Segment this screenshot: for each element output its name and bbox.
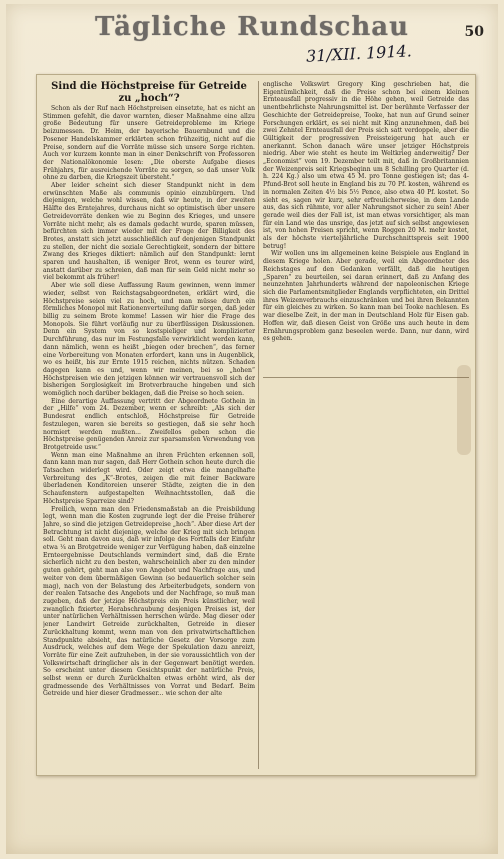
- newspaper-clipping: [36, 74, 476, 776]
- scrapbook-page: [6, 4, 498, 854]
- article-headline: Sind die Höchstpreise für Getreide zu „hoch“?: [51, 81, 247, 104]
- article-column-right: [263, 81, 469, 373]
- article-paragraph: Aber leider scheint sich dieser Standpunkt nicht in dem erwünschten Maße als communis opinio einzubürgern. Und diejenigen, welche wohl wissen, daß wir heute, in der zweiten Hälfte des Erntejahres, durchaus nicht so optimistisch über unsere Getreidevorräte denken wie zu Beginn des Krieges, und unsere Vorräte nicht mehr, als es damals gedacht wurde, sparen müssen, befürchten sich immer wieder mit der Frage der Billigkeit des Brotes, anstatt sich jetzt ausschließlich auf denjenigen Standpunkt zu stellen, der nicht die soziale Gerechtigkeit, sondern der bittere Zwang des Krieges diktiert: nämlich auf den Standpunkt: lernt sparen und haushalten, iß weniger Brot, wenn es teurer wird, anstatt darüber zu schreien, daß man für sein Geld nicht mehr so viel bekommt als früher!: [43, 182, 255, 282]
- clipping-cut-edge: [263, 377, 469, 378]
- article-paragraph: Freilich, wenn man den Friedensmaßstab an die Preisbildung legt, wenn man die Kosten zugrunde legt der die Preise früherer Jahre, so sind die jetzigen Getreidepreise „hoch“. Aber diese Art der Betrachtung ist nicht diejenige, welche der Krieg mit sich bringen soll. Geht man davon aus, daß wir infolge des Fortfalls der Einfuhr etwa ¼ an Brotgetreide weniger zur Verfügung haben, daß einzelne Ernteergebnisse Deutschlands vermindert sind, daß die Ernte sicherlich nicht zu den besten, wahrscheinlich aber zu den minder guten gehört, geht man also von Angebot und Nachfrage aus, und weiter von dem übermäßigen Gewinn (so bedauerlich solcher sein mag), nach von der Belastung des Arbeiterbudgets, sondern von der realen Tatsache des Angebots und der Nachfrage, so muß man zugeben, daß der jetzige Höchstpreis ein Preis künstlicher, weil zwanglich fixierter, Herabschraubung desjenigen Preises ist, der unter natürlichen Verhältnissen herrschen würde. Mag dieser oder jener Landwirt Getreide zurückhalten, Getreide in dieser Zurückhaltung kommt, wenn man von den privatwirtschaftlichen Standpunkte absieht, das natürliche Gesetz der Vorsorge zum Ausdruck, welches auf dem Wege der Spekulation dazu anreizt, Vorräte für eine Zeit aufzuheben, in der sie voraussichtlich von der Volkswirtschaft dringlicher als in der Gegenwart benötigt werden. So erscheint unter diesem Gesichtspunkt der natürliche Preis, selbst wenn er durch Zurückhalten etwas erhöht wird, als der gradmessende des Verhältnisses von Vorrat und Bedarf. Beim Getreide und hier dieser Gradmesser... wie schon der alte: [43, 505, 255, 698]
- article-paragraph: englische Volkswirt Gregory King geschrieben hat, die Eigentümlichkeit, daß die Preise schon bei einem kleinen Ernteausfall progressiv in die Höhe gehen, weil Getreide das unentbehrlichste Nahrungsmittel ist. Der berühmte Verfasser der Geschichte der Getreidepreise, Tooke, hat nun auf Grund seiner Forschungen erklärt, es sei nicht mit King anzunehmen, daß bei zwei Zehntel Ernteausfall der Preis sich satt verdoppele, aber die Gültigkeit der progressiven Preissteigerung hat auch er anerkannt. Schon danach wäre unser jetziger Höchstpreis niedrig. Aber wie steht es heute im Weltkrieg anderweitig? Der „Economist“ vom 19. Dezember teilt mit, daß in Großbritannien der Weizenpreis seit Kriegsbeginn um 8 Schilling pro Quarter (d. h. 224 Kg.) also um etwa 45 M. pro Tonne gestiegen ist; das 4-Pfund-Brot soll heute in England bis zu 70 Pf. kosten, während es in normalen Zeiten 4½ bis 5½ Pence, also etwa 40 Pf. kostet. So sieht es, sagen wir kurz, sehr erfreulicherweise, in dem Lande aus, das sich rühmte, vor aller Nahrungsnot sicher zu sein! Aber gerade weil dies der Fall ist, ist man etwas vorsichtiger, als man für ein Land wie das unsrige, das jetzt auf sich selbst angewiesen ist, von hohen Preisen spricht, wenn Roggen 20 M. mehr kostet, als der höchste vierteljährliche Durchschnittspreis seit 1900 betrug!: [263, 81, 469, 250]
- newspaper-masthead: Tägliche Rundschau: [95, 12, 409, 42]
- column-divider: [258, 81, 259, 769]
- article-paragraph: Wenn man eine Maßnahme an ihren Früchten erkennen soll, dann kann man nur sagen, daß Herr Gothein schon heute durch die Tatsachen widerlegt wird. Oder zeigt etwa die mangelhafte Verbreitung des „K“-Brotes, zeigen die mit feiner Backware überladenen Konditoreien unserer Städte, zeigten die in den Schaufenstern aufgestapelten Weihnachtsstollen, daß die Höchstpreise Sparreize sind?: [43, 451, 255, 505]
- handwritten-date: 31/XII. 1914.: [305, 41, 413, 66]
- article-paragraph: Wir wollen uns im allgemeinen keine Beispiele aus England in diesem Kriege holen. Aber gerade, weil ein Abgeordneter des Reichstages auf den Gedanken verfällt, daß die heutigen „Sparen“ zu beurteilen, sei daran erinnert, daß zu Anfang des neunzehnten Jahrhunderts während der napoleonischen Kriege sich die Parlamentsmitglieder Englands verpflichteten, ein Drittel ihres Weizenverbrauchs einzuschränken und bei ihren Bekannten für ein gleiches zu wirken. So kann man bei Tooke nachlesen. Es war dieselbe Zeit, in der man in Deutschland Holz für Eisen gab. Hoffen wir, daß diesen Geist von Größe uns auch heute in dem Ernährungsproblem ganz beseelen werde. Dann, nur dann, wird es gehen.: [263, 250, 469, 343]
- article-column-left: [43, 81, 255, 769]
- glue-stain: [457, 365, 471, 455]
- page-number: 50: [464, 24, 484, 40]
- article-paragraph: Schon als der Ruf nach Höchstpreisen einsetzte, hat es nicht an Stimmen gefehlt, die davor warnten, dieser Maßnahme eine allzu große Bedeutung für unsere Getreideprobleme im Kriege beizumessen. Dr. Heim, der bayerische Bauernbund und die Posener Handelskammer erklärten schon frühzeitig, nicht auf die Preise, sondern auf die Vorräte müsse sich unsere Sorge richten. Auch vor kurzem konnte man in einer Denkschrift von Professoren der Nationalökonomie lesen: „Die oberste Aufgabe dieses Frühjahrs, für ausreichende Vorräte zu sorgen, so daß unser Volk ohne zu darben, die Kriegszeit übersteht.“: [43, 105, 255, 182]
- article-paragraph: Aber wie soll diese Auffassung Raum gewinnen, wenn immer wieder, selbst von Reichstagsabgeordneten, erklärt wird, die Höchstpreise seien viel zu hoch, und man müsse durch ein förmliches Monopol mit Rationenverteilung dafür sorgen, daß jeder billig zu seinem Brote komme! Lassen wir hier die Frage des Monopols. Sie führt vorläufig nur zu überflüssigen Diskussionen. Denn ein System von so kostspieliger und komplizierter Durchführung, das nur im Festungsfalle verwirklicht werden kann, dann nämlich, wenn es heißt „biegen oder brechen“, das ferner eine Vorbereitung von Monaten erfordert, kann uns in Augenblick, wo es heißt, bis zur Ernte 1915 reichen, nichts nützen. Schaden dagegen kann es und, wenn wir meinen, bei so „hohen“ Höchstpreisen wie den jetzigen können wir vertrauensvoll sich der bisherigen Sorglosigkeit im Brotverbrauche hingeben und sich womöglich noch darüber beklagen, daß die Preise so hoch seien.: [43, 282, 255, 398]
- article-paragraph: Eine derartige Auffassung vertritt der Abgeordnete Gothein in der „Hilfe“ vom 24. Dezember, wenn er schreibt: „Als sich der Bundesrat endlich entschloß, Höchstpreise für Getreide festzulegen, waren sie bereits so gestiegen, daß sie sehr hoch normiert werden mußten... Zweifellos geben schon die Höchstpreise genügenden Anreiz zur sparsamsten Verwendung von Brotgetreide usw.“: [43, 397, 255, 451]
